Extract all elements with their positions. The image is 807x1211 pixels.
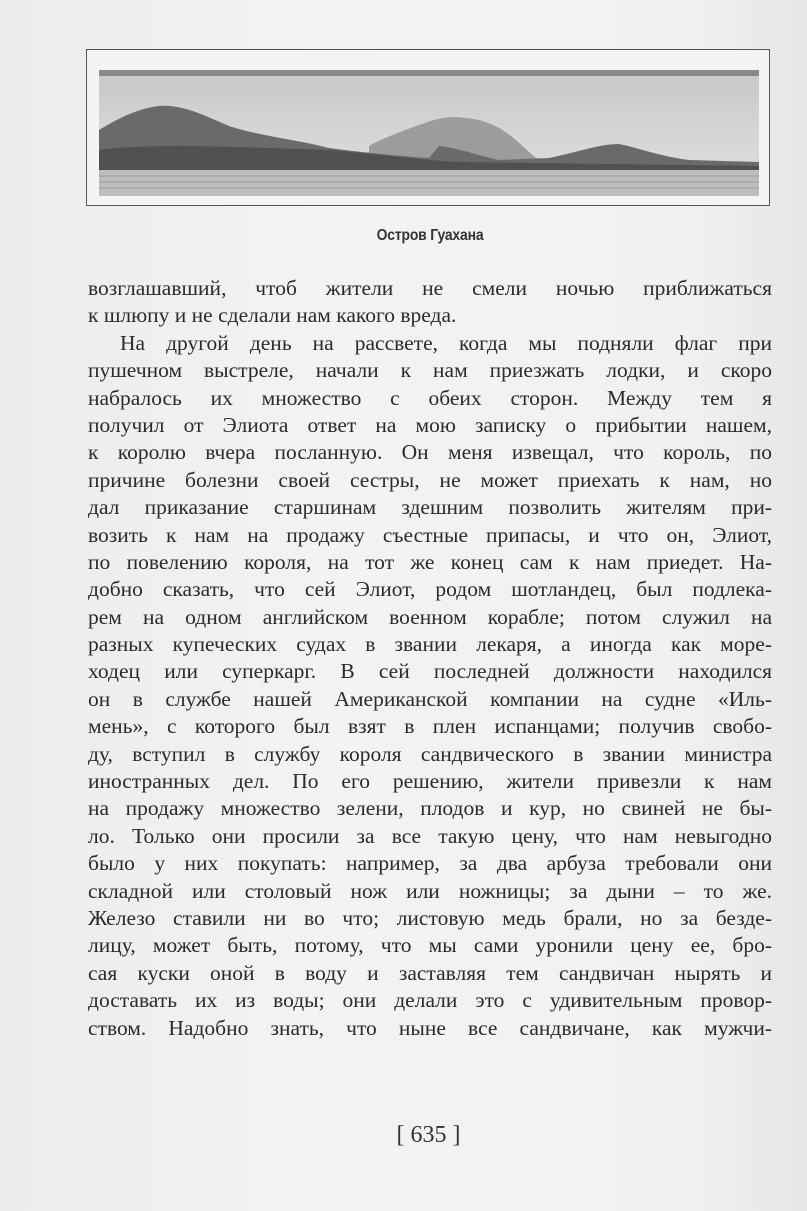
text-line: иностранных дел. По его решению, жители привезли к нам <box>88 769 772 794</box>
text-line: причине болезни своей сестры, не может приехать к нам, но <box>88 467 772 492</box>
figure-caption: Остров Гуахана <box>376 227 484 244</box>
text-line: ходец или суперкарг. В сей последней должности находился <box>88 659 772 684</box>
text-line: добно сказать, что сей Элиот, родом шотландец, был подлека- <box>88 577 772 602</box>
text-line: к шлюпу и не сделали нам какого вреда. <box>88 303 457 328</box>
text-line: мень», с которого был взят в плен испанцами; получив свобо- <box>88 714 772 739</box>
text-line: рем на одном английском военном корабле; потом служил на <box>88 604 772 629</box>
text-line: На другой день на рассвете, когда мы подняли флаг при <box>120 330 772 355</box>
text-line: лицу, может быть, потому, что мы сами уронили цену ее, бро- <box>88 933 772 958</box>
text-line: на продажу множество зелени, плодов и кур, но свиней не бы- <box>88 796 772 821</box>
page-number: [ 635 ] <box>396 1122 461 1148</box>
island-landscape-drawing <box>99 70 759 196</box>
text-line: он в службе нашей Американской компании на судне «Иль- <box>88 686 772 711</box>
text-line: ду, вступил в службу короля сандвического в звании министра <box>88 741 772 766</box>
island-illustration <box>86 49 770 206</box>
text-line: ло. Только они просили за все такую цену, что нам невыгодно <box>88 823 772 848</box>
text-line: дал приказание старшинам здешним позволить жителям при- <box>88 495 772 520</box>
text-line: было у них покупать: например, за два арбуза требовали они <box>88 851 772 876</box>
text-line: по повелению короля, на тот же конец сам к нам приедет. На- <box>88 549 772 574</box>
text-line: Железо ставили ни во что; листовую медь брали, но за безде- <box>88 905 772 930</box>
text-line: возить к нам на продажу съестные припасы, и что он, Элиот, <box>88 522 772 547</box>
text-line: разных купеческих судах в звании лекаря, а иногда как море- <box>88 632 772 657</box>
text-line: к королю вчера посланную. Он меня извещал, что король, по <box>88 440 772 465</box>
text-line: складной или столовый нож или ножницы; за дыни – то же. <box>88 878 772 903</box>
text-line: возглашавший, чтоб жители не смели ночью приближаться <box>88 276 772 300</box>
text-line: набралось их множество с обеих сторон. Между тем я <box>88 385 772 410</box>
text-line: сая куски оной в воду и заставляя тем сандвичан нырять и <box>88 960 772 985</box>
text-line: получил от Элиота ответ на мою записку о прибытии нашем, <box>88 412 772 437</box>
text-line: ством. Надобно знать, что ныне все сандвичане, как мужчи- <box>88 1015 772 1040</box>
body-text <box>88 275 772 1042</box>
text-line: пушечном выстреле, начали к нам приезжать лодки, и скоро <box>88 358 772 383</box>
text-line: доставать их из воды; они делали это с удивительным провор- <box>88 988 772 1013</box>
